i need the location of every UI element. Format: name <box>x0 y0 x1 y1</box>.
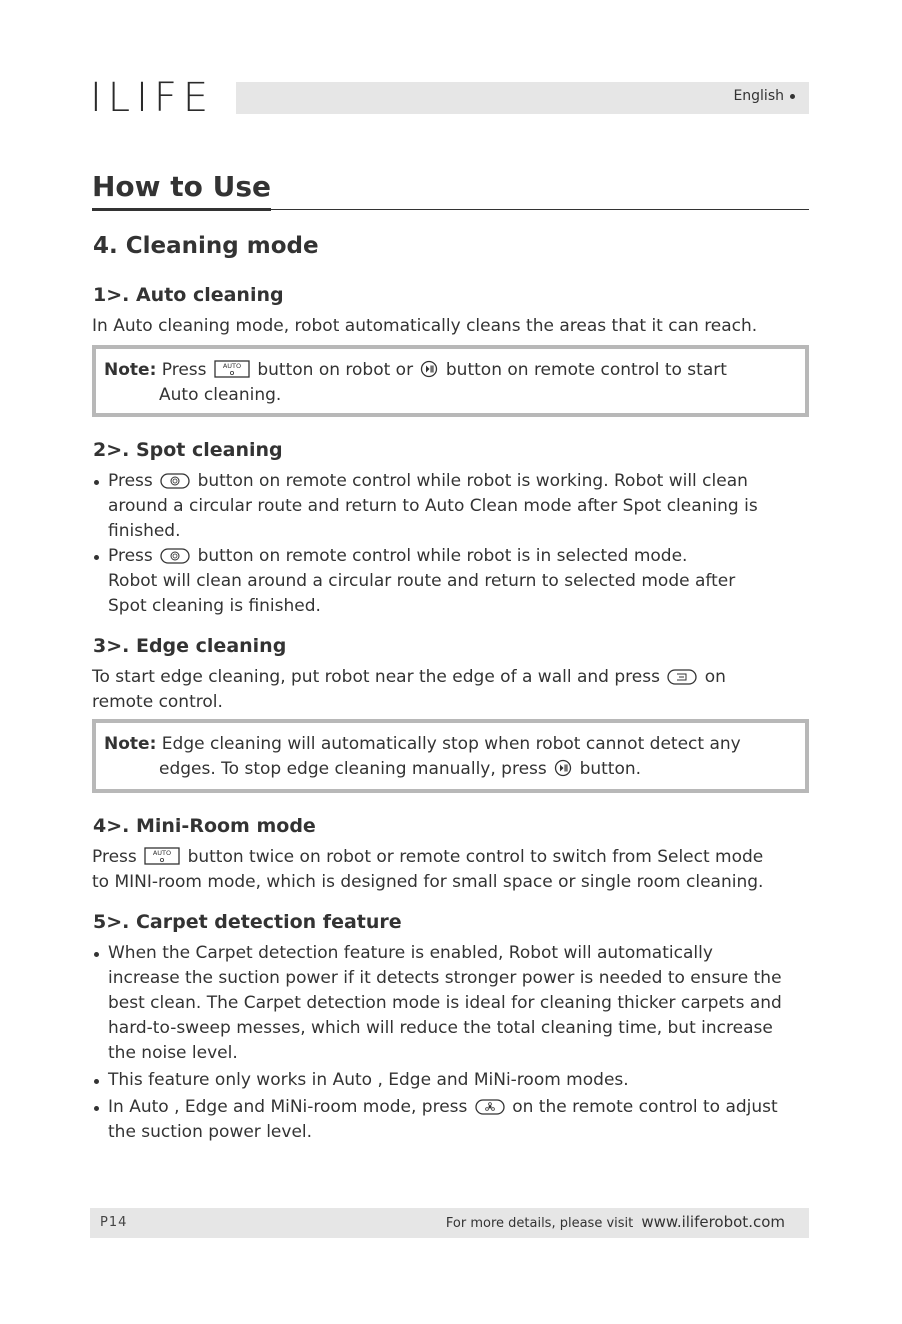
list-text: Robot will clean around a circular route and return to selected mode after <box>108 571 736 591</box>
mini-text: Press <box>92 847 137 867</box>
note-text: Edge cleaning will automatically stop when robot cannot detect any <box>161 734 741 754</box>
auto-button-icon <box>214 360 250 378</box>
list-text: finished. <box>108 521 181 541</box>
suction-icon <box>475 1099 505 1115</box>
list-text: best clean. The Carpet detection mode is ideal for cleaning thicker carpets and <box>108 993 782 1013</box>
mini-description <box>92 845 763 895</box>
play-pause-icon <box>420 360 438 378</box>
section-title: How to Use <box>92 170 271 211</box>
list-text: When the Carpet detection feature is enabled, Robot will automatically <box>108 943 713 963</box>
spot-icon <box>160 548 190 564</box>
list-text: button on remote control while robot is in selected mode. <box>197 546 688 566</box>
note-text: button. <box>579 759 642 779</box>
note-label: Note: <box>104 360 157 380</box>
list-text: hard-to-sweep messes, which will reduce the total cleaning time, but increase <box>108 1018 773 1038</box>
footer-bar <box>90 1208 809 1238</box>
auto-heading: 1>. Auto cleaning <box>93 284 284 306</box>
note-text: Auto cleaning. <box>159 385 282 405</box>
list-item <box>92 941 807 1066</box>
edge-icon <box>667 669 697 685</box>
mini-text: button twice on robot or remote control to switch from Select mode <box>187 847 764 867</box>
edge-note-box <box>92 719 809 793</box>
language-text: English <box>733 88 784 104</box>
auto-description: In Auto cleaning mode, robot automatically cleans the areas that it can reach. <box>92 316 758 336</box>
auto-note-text <box>104 358 727 408</box>
list-item <box>92 1095 807 1145</box>
bullet-dot-icon <box>790 94 795 99</box>
note-text: button on robot or <box>257 360 414 380</box>
spot-list <box>92 469 807 619</box>
list-text: the noise level. <box>108 1043 238 1063</box>
list-text: on the remote control to adjust <box>512 1097 778 1117</box>
list-item <box>92 469 807 544</box>
carpet-heading: 5>. Carpet detection feature <box>93 911 402 933</box>
spot-icon <box>160 473 190 489</box>
list-text: Press <box>108 471 153 491</box>
website-link[interactable]: www.iliferobot.com <box>641 1213 785 1231</box>
edge-text: remote control. <box>92 692 223 712</box>
note-text: edges. To stop edge cleaning manually, press <box>159 759 547 779</box>
page-number: P14 <box>100 1215 128 1230</box>
list-text: Press <box>108 546 153 566</box>
list-text: around a circular route and return to Auto Clean mode after Spot cleaning is <box>108 496 758 516</box>
auto-note-box <box>92 345 809 417</box>
svg-text:AUTO: AUTO <box>222 362 242 370</box>
footer-label: For more details, please visit <box>445 1216 634 1231</box>
list-item <box>92 1068 807 1093</box>
section-divider <box>258 209 809 210</box>
mode-heading: 4. Cleaning mode <box>93 233 319 259</box>
note-text: button on remote control to start <box>445 360 727 380</box>
language-label <box>733 88 795 104</box>
edge-text: on <box>704 667 726 687</box>
list-text: In Auto , Edge and MiNi-room mode, press <box>108 1097 468 1117</box>
list-item <box>92 544 807 619</box>
spot-heading: 2>. Spot cleaning <box>93 439 283 461</box>
list-text: Spot cleaning is finished. <box>108 596 321 616</box>
note-text: Press <box>161 360 207 380</box>
svg-text:AUTO: AUTO <box>153 849 172 857</box>
list-text: This feature only works in Auto , Edge and MiNi-room modes. <box>108 1070 629 1090</box>
list-text: the suction power level. <box>108 1122 313 1142</box>
list-text: increase the suction power if it detects stronger power is needed to ensure the <box>108 968 782 988</box>
edge-description <box>92 665 726 715</box>
edge-heading: 3>. Edge cleaning <box>93 635 287 657</box>
carpet-list <box>92 941 807 1145</box>
edge-text: To start edge cleaning, put robot near the edge of a wall and press <box>92 667 660 687</box>
list-text: button on remote control while robot is working. Robot will clean <box>197 471 748 491</box>
brand-logo: ILIFE <box>90 75 215 121</box>
note-label: Note: <box>104 734 157 754</box>
mini-text: to MINI-room mode, which is designed for small space or single room cleaning. <box>92 872 764 892</box>
mini-heading: 4>. Mini-Room mode <box>93 815 316 837</box>
edge-note-text <box>104 732 741 782</box>
play-pause-icon <box>554 759 572 777</box>
footer-text <box>446 1213 785 1231</box>
header-bar <box>236 82 809 114</box>
auto-button-icon <box>144 847 180 865</box>
